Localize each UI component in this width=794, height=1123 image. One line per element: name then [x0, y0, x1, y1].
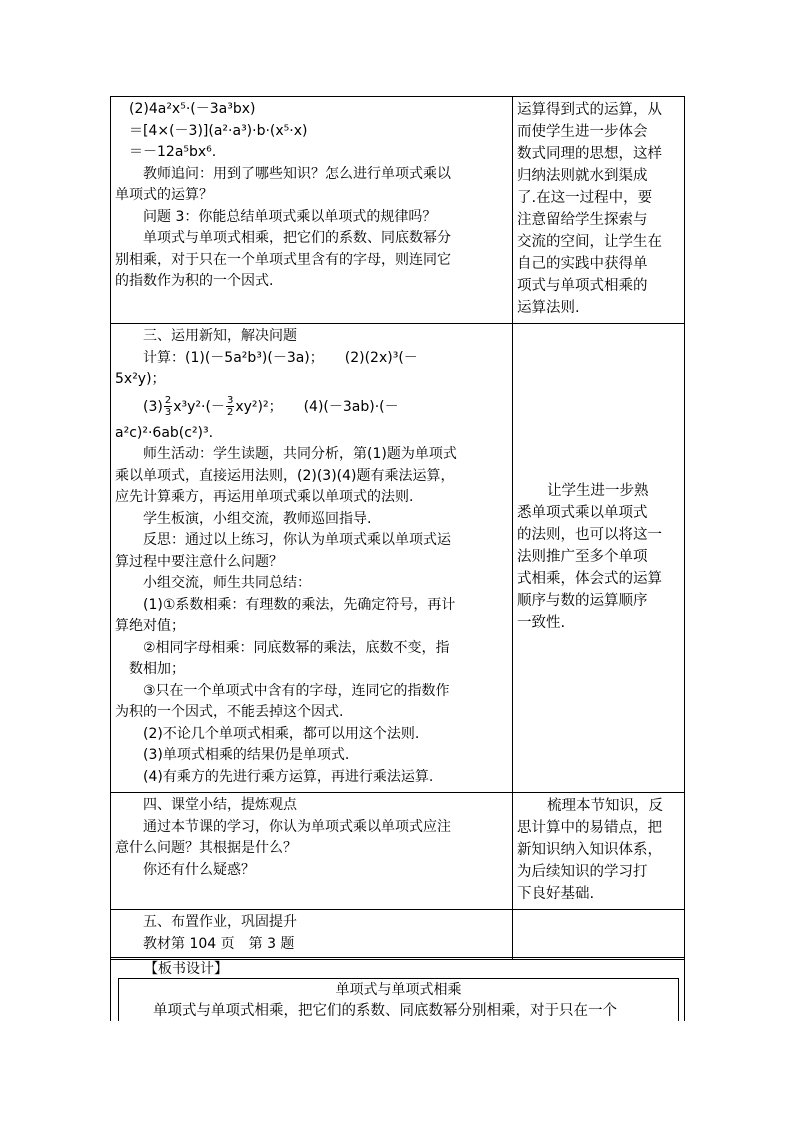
text-fragment: x³y²·(－ — [173, 398, 225, 415]
text-line: 计算：(1)(－5a²b³)(－3a)； (2)(2x)³(－ — [143, 349, 418, 366]
text-line: 而使学生进一步体会 — [517, 124, 648, 140]
text-line: 运算法则. — [517, 300, 580, 316]
denominator: 2 — [226, 407, 234, 418]
text-line: 运算得到式的运算，从 — [517, 102, 662, 118]
text-line: 的法则，也可以将这一 — [517, 527, 662, 543]
text-line: 乘以单项式，直接运用法则，(2)(3)(4)题有乘法运算， — [115, 467, 455, 484]
text-line: 别相乘，对于只在一个单项式里含有的字母，则连同它 — [115, 251, 451, 268]
text-line: 学生板演，小组交流，教师巡回指导. — [143, 510, 372, 527]
text-line: (1)①系数相乘：有理数的乘法，先确定符号，再计 — [143, 596, 456, 613]
text-line: 一致性. — [517, 615, 566, 631]
text-line: 数相加； — [129, 661, 185, 677]
denominator: 3 — [164, 407, 172, 418]
text-line: 自己的实践中获得单 — [517, 256, 648, 272]
text-line: (2)4a²x⁵·(－3a³bx) — [129, 101, 256, 117]
design-intent-cell — [513, 324, 685, 793]
text-line: ＝[4×(－3)](a²·a³)·b·(x⁵·x) — [129, 122, 308, 139]
text-line: 让学生进一步熟 — [547, 483, 649, 499]
text-line: 你还有什么疑惑？ — [143, 861, 255, 878]
board-text-line: 单项式与单项式相乘，把它们的系数、同底数幂分别相乘，对于只在一个 — [153, 1003, 617, 1019]
board-content-frame — [118, 978, 679, 1021]
text-line: 法则推广至多个单项 — [517, 549, 648, 565]
text-line: 归纳法则就水到渠成 — [517, 168, 648, 184]
table-row — [111, 793, 685, 910]
text-line: 悉单项式乘以单项式 — [517, 505, 648, 521]
text-line: 算绝对值； — [115, 618, 185, 634]
text-line: 顺序与数的运算顺序 — [517, 593, 648, 609]
activity-cell — [111, 793, 513, 910]
design-intent-cell — [513, 793, 685, 910]
text-line: 通过本节课的学习，你认为单项式乘以单项式应注 — [143, 818, 451, 835]
text-line: 教材第 104 页 第 3 题 — [143, 935, 295, 952]
text-line: 5x²y)； — [115, 371, 166, 387]
text-line: 新知识纳入知识体系， — [517, 842, 662, 858]
text-line: 注意留给学生探索与 — [517, 212, 648, 228]
activity-cell — [111, 910, 513, 960]
table-row — [111, 324, 685, 793]
fraction — [164, 395, 172, 418]
text-fragment: (3) — [143, 398, 163, 415]
text-line: (2)不论几个单项式相乘，都可以用这个法则. — [143, 725, 420, 742]
text-line: 了.在这一过程中，要 — [517, 190, 653, 206]
text-line: 问题 3：你能总结单项式乘以单项式的规律吗？ — [143, 208, 437, 225]
text-line: 教师追问：用到了哪些知识？怎么进行单项式乘以 — [143, 165, 451, 182]
board-design-title: 【板书设计】 — [144, 961, 228, 977]
text-line: 小组交流，师生共同总结： — [143, 575, 311, 591]
activity-cell — [111, 97, 513, 324]
text-line: 意什么问题？其根据是什么？ — [115, 840, 297, 856]
text-line: 下良好基础. — [517, 886, 595, 902]
text-line: 交流的空间，让学生在 — [517, 234, 662, 250]
text-line: 单项式的运算？ — [115, 187, 213, 203]
text-line: 三、运用新知，解决问题 — [143, 328, 297, 344]
activity-cell — [111, 324, 513, 793]
math-line — [115, 393, 508, 421]
numerator: 2 — [164, 395, 172, 406]
board-heading: 单项式与单项式相乘 — [335, 982, 462, 998]
numerator: 3 — [226, 395, 234, 406]
text-line: 为积的一个因式，不能丢掉这个因式. — [115, 704, 344, 720]
text-line: 反思：通过以上练习，你认为单项式乘以单项式运 — [143, 532, 451, 548]
text-line: 的指数作为积的一个因式. — [115, 273, 274, 289]
text-line: 算过程中要注意什么问题？ — [115, 553, 283, 570]
lesson-plan-table — [110, 96, 685, 960]
text-line: 师生活动：学生读题，共同分析，第(1)题为单项式 — [143, 446, 457, 462]
text-line: 思计算中的易错点，把 — [517, 820, 662, 836]
text-line: (3)单项式相乘的结果仍是单项式. — [143, 747, 350, 763]
text-line: ③只在一个单项式中含有的字母，连同它的指数作 — [143, 682, 450, 699]
text-line: 四、课堂小结，提炼观点 — [143, 797, 297, 813]
table-row — [111, 97, 685, 324]
design-intent-cell — [513, 97, 685, 324]
table-row — [111, 910, 685, 960]
text-line: 应先计算乘方，再运用单项式乘以单项式的法则. — [115, 489, 414, 505]
text-line: 梳理本节知识，反 — [547, 798, 663, 814]
text-line: 式相乘，体会式的运算 — [517, 571, 662, 587]
design-intent-cell — [513, 910, 685, 960]
text-line: 单项式与单项式相乘，把它们的系数、同底数幂分 — [143, 230, 451, 246]
text-line: ②相同字母相乘：同底数幂的乘法，底数不变，指 — [143, 639, 450, 656]
text-line: 为后续知识的学习打 — [517, 864, 648, 880]
text-line: 项式与单项式相乘的 — [517, 278, 648, 294]
text-line: 数式同理的思想，这样 — [517, 146, 662, 162]
text-line: a²c)²·6ab(c²)³. — [115, 424, 214, 441]
text-line: 五、布置作业，巩固提升 — [143, 914, 297, 930]
text-line: ＝－12a⁵bx⁶. — [129, 144, 217, 160]
text-fragment: xy²)²； (4)(－3ab)·(－ — [235, 398, 399, 415]
text-line: (4)有乘方的先进行乘方运算，再进行乘法运算. — [143, 768, 434, 785]
fraction — [226, 395, 234, 418]
board-design-box — [110, 957, 685, 1021]
